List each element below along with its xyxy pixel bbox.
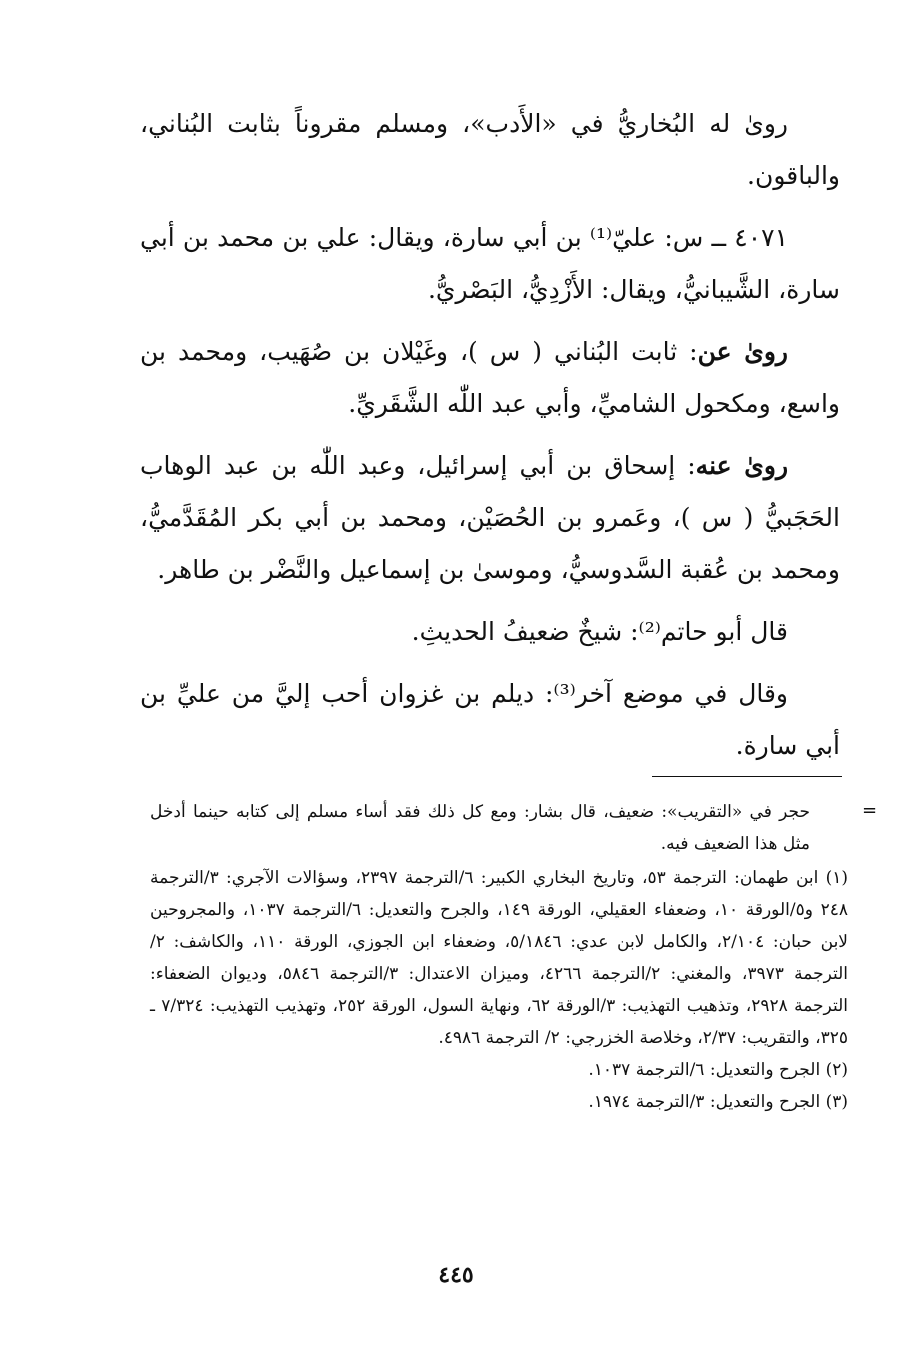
footnote-continuation: حجر في «التقريب»: ضعيف، قال بشار: ومع كل ذلك فقد أساء مسلم إلى كتابه حينما أدخل مثل هذا الضعيف فيه.	[150, 802, 810, 854]
label-narrated-by: روىٰ عنه	[695, 451, 789, 480]
footnote-1: (١) ابن طهمان: الترجمة ٥٣، وتاريخ البخاري الكبير: ٦/الترجمة ٢٣٩٧، وسؤالات الآجري: ٣/الترجمة ٢٤٨ و٥/الورقة ١٠، وضعفاء العقيلي، الورقة ١٤٩، والجرح والتعديل: ٦/الترجمة ١٠٣٧، والمجروحين لابن حبان: ٢/١٠٤، والكامل لابن عدي: ٥/١٨٤٦، وضعفاء ابن الجوزي، الورقة ١١٠، والكاشف: ٢/الترجمة ٣٩٧٣، والمغني: ٢/الترجمة ٤٢٦٦، وميزان الاعتدال: ٣/الترجمة ٥٨٤٦، وديوان الضعفاء: الترجمة ٢٩٢٨، وتذهيب التهذيب: ٣/الورقة ٦٢، ونهاية السول، الورقة ٢٥٢، وتهذيب التهذيب: ٧/٣٢٤ ـ ٣٢٥، والتقريب: ٢/٣٧، وخلاصة الخزرجي: ٢/ الترجمة ٤٩٨٦.	[150, 868, 849, 1048]
page-number: ٤٤٥	[438, 1262, 474, 1288]
paragraph-narrators: روىٰ له البُخاريُّ في «الأَدب»، ومسلم مقروناً بثابت البُناني، والباقون.	[140, 109, 840, 190]
continuation-mark: =	[862, 800, 878, 821]
main-text-block	[140, 98, 840, 782]
label-narrated-from: روىٰ عن	[697, 337, 788, 366]
paragraph-narrated-from	[140, 326, 840, 430]
paragraph-narrated-by	[140, 440, 840, 596]
paragraph-abu-hatim: قال أبو حاتم⁽²⁾: شيخٌ ضعيفُ الحديثِ.	[411, 617, 788, 646]
footnote-2: (٢) الجرح والتعديل: ٦/الترجمة ١٠٣٧.	[588, 1060, 848, 1080]
entry-heading: ٤٠٧١ ــ س: عليّ⁽¹⁾ بن أبي سارة، ويقال: علي بن محمد بن أبي سارة، الشَّيبانيُّ، ويقال: الأَزْدِيُّ، البَصْريُّ.	[140, 223, 840, 304]
paragraph-other-place: وقال في موضع آخر⁽³⁾: ديلم بن غزوان أحب إليَّ من عليِّ بن أبي سارة.	[140, 679, 840, 760]
footnotes-block	[150, 796, 848, 1118]
footnote-divider	[652, 776, 842, 777]
narrated-from-list: : ثابت البُناني ( س )، وغَيْلان بن صُهَيب، ومحمد بن واسع، ومكحول الشاميِّ، وأبي عبد اللّٰه الشَّقَريِّ.	[140, 337, 840, 418]
narrated-by-list: : إسحاق بن أبي إسرائيل، وعبد اللّٰه بن عبد الوهاب الحَجَبيُّ ( س )، وعَمرو بن الحُصَيْن، ومحمد بن أبي بكر المُقَدَّميُّ، ومحمد بن عُقبة السَّدوسيُّ، وموسىٰ بن إسماعيل والنَّضْر بن طاهر.	[140, 451, 840, 584]
footnote-3: (٣) الجرح والتعديل: ٣/الترجمة ١٩٧٤.	[588, 1092, 848, 1112]
